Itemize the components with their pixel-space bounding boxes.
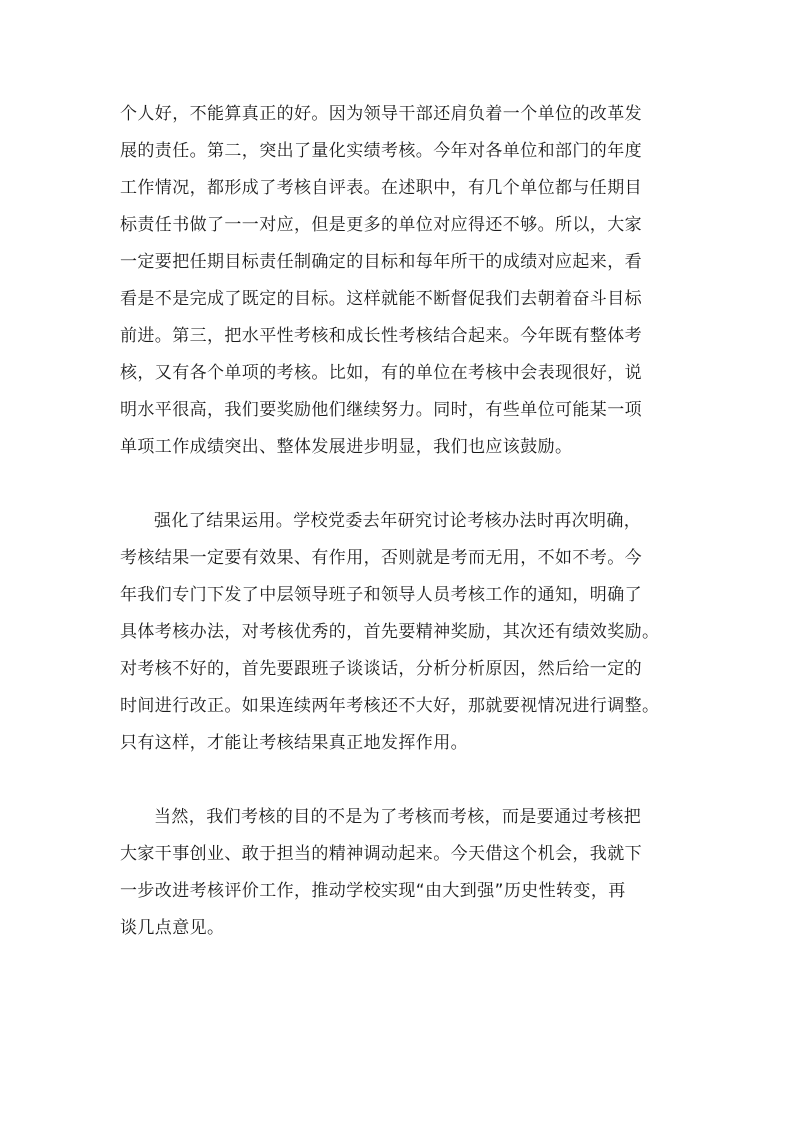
text-line: 大家干事创业、敢于担当的精神调动起来。今天借这个机会，我就下 (120, 844, 642, 864)
text-line: 年我们专门下发了中层领导班子和领导人员考核工作的通知，明确了 (120, 585, 642, 605)
text-line: 当然，我们考核的目的不是为了考核而考核，而是要通过考核把 (154, 807, 642, 827)
text-line: 前进。第三，把水平性考核和成长性考核结合起来。今年既有整体考 (120, 326, 642, 346)
text-line: 标责任书做了一一对应，但是更多的单位对应得还不够。所以，大家 (120, 215, 642, 235)
text-line: 谈几点意见。 (120, 918, 225, 938)
text-line: 一步改进考核评价工作，推动学校实现“由大到强”历史性转变，再 (120, 881, 626, 901)
paragraph-2 (120, 503, 676, 762)
document-body (120, 96, 676, 947)
text-line: 具体考核办法，对考核优秀的，首先要精神奖励，其次还有绩效奖励。 (120, 622, 660, 642)
text-line: 展的责任。第二，突出了量化实绩考核。今年对各单位和部门的年度 (120, 141, 642, 161)
text-line: 核，又有各个单项的考核。比如，有的单位在考核中会表现很好，说 (120, 363, 642, 383)
text-line: 考核结果一定要有效果、有作用，否则就是考而无用，不如不考。今 (120, 548, 642, 568)
text-line: 只有这样，才能让考核结果真正地发挥作用。 (120, 733, 468, 753)
text-line: 时间进行改正。如果连续两年考核还不大好，那就要视情况进行调整。 (120, 696, 660, 716)
text-line: 工作情况，都形成了考核自评表。在述职中，有几个单位都与任期目 (120, 178, 642, 198)
paragraph-1 (120, 96, 676, 466)
text-line: 明水平很高，我们要奖励他们继续努力。同时，有些单位可能某一项 (120, 400, 642, 420)
paragraph-spacer (120, 466, 676, 503)
text-line: 单项工作成绩突出、整体发展进步明显，我们也应该鼓励。 (120, 437, 573, 457)
paragraph-spacer (120, 762, 676, 799)
text-line: 一定要把任期目标责任制确定的目标和每年所干的成绩对应起来，看 (120, 252, 642, 272)
text-line: 看是不是完成了既定的目标。这样就能不断督促我们去朝着奋斗目标 (120, 289, 642, 309)
text-line: 个人好，不能算真正的好。因为领导干部还肩负着一个单位的改革发 (120, 104, 642, 124)
text-line: 强化了结果运用。学校党委去年研究讨论考核办法时再次明确， (154, 511, 642, 531)
text-line: 对考核不好的，首先要跟班子谈谈话，分析分析原因，然后给一定的 (120, 659, 642, 679)
paragraph-3 (120, 799, 676, 947)
